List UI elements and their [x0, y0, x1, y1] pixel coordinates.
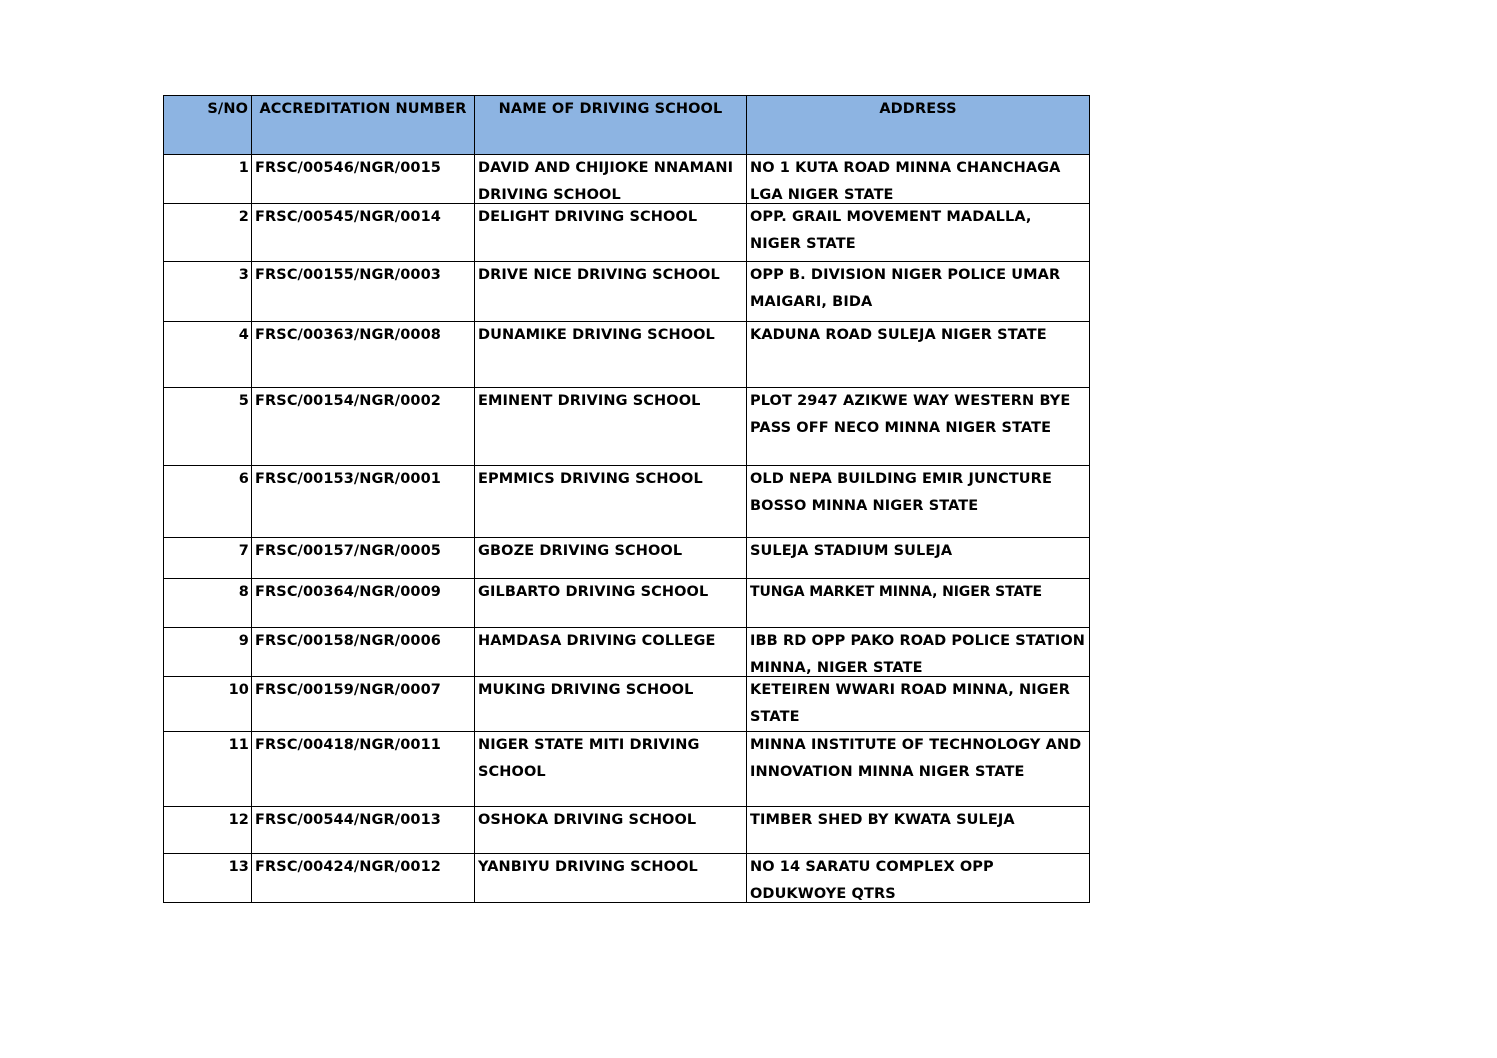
address-text: OPP. GRAIL MOVEMENT MADALLA, NIGER STATE	[750, 209, 1032, 252]
table-row	[164, 628, 1090, 677]
school-name-text: EPMMICS DRIVING SCHOOL	[478, 471, 703, 487]
address-text: TIMBER SHED BY KWATA SULEJA	[750, 812, 1015, 828]
school-name-text: EMINENT DRIVING SCHOOL	[478, 393, 701, 409]
cell-school-name	[475, 628, 747, 677]
table-header	[164, 96, 1090, 155]
address-text: KETEIREN WWARI ROAD MINNA, NIGER STATE	[750, 682, 1071, 725]
header-school-name: NAME OF DRIVING SCHOOL	[475, 96, 747, 155]
address-text: OLD NEPA BUILDING EMIR JUNCTURE BOSSO MINNA NIGER STATE	[750, 471, 1052, 514]
cell-address	[747, 628, 1090, 677]
cell-address	[747, 262, 1090, 322]
cell-accreditation-number: FRSC/00424/NGR/0012	[252, 854, 475, 903]
school-name-text: HAMDASA DRIVING COLLEGE	[478, 633, 716, 649]
school-name-text: DUNAMIKE DRIVING SCHOOL	[478, 327, 715, 343]
cell-address	[747, 204, 1090, 262]
school-name-text: YANBIYU DRIVING SCHOOL	[478, 859, 698, 875]
school-name-text: GILBARTO DRIVING SCHOOL	[478, 584, 709, 600]
cell-school-name	[475, 204, 747, 262]
address-text: SULEJA STADIUM SULEJA	[750, 543, 953, 559]
address-text: OPP B. DIVISION NIGER POLICE UMAR MAIGARI, BIDA	[750, 267, 1061, 310]
cell-address	[747, 854, 1090, 903]
table-row	[164, 732, 1090, 807]
cell-accreditation-number: FRSC/00364/NGR/0009	[252, 579, 475, 628]
driving-schools-table	[163, 95, 1090, 903]
cell-sn: 6	[164, 466, 252, 538]
school-name-text: MUKING DRIVING SCHOOL	[478, 682, 694, 698]
cell-accreditation-number: FRSC/00154/NGR/0002	[252, 388, 475, 466]
cell-sn: 2	[164, 204, 252, 262]
table-row	[164, 262, 1090, 322]
cell-sn: 11	[164, 732, 252, 807]
cell-sn: 5	[164, 388, 252, 466]
cell-sn: 3	[164, 262, 252, 322]
header-address: ADDRESS	[747, 96, 1090, 155]
school-name-text: DAVID AND CHIJIOKE NNAMANI DRIVING SCHOOL	[478, 160, 734, 203]
table-row	[164, 677, 1090, 732]
cell-sn: 7	[164, 538, 252, 579]
cell-accreditation-number: FRSC/00157/NGR/0005	[252, 538, 475, 579]
cell-school-name	[475, 579, 747, 628]
header-accreditation-number	[252, 96, 475, 155]
cell-accreditation-number: FRSC/00418/NGR/0011	[252, 732, 475, 807]
cell-address	[747, 807, 1090, 854]
address-text: TUNGA MARKET MINNA, NIGER STATE	[750, 584, 1043, 600]
cell-address	[747, 322, 1090, 388]
cell-address	[747, 388, 1090, 466]
school-name-text: DRIVE NICE DRIVING SCHOOL	[478, 267, 720, 283]
table-row	[164, 322, 1090, 388]
header-row	[164, 96, 1090, 155]
table-row	[164, 854, 1090, 903]
school-name-text: GBOZE DRIVING SCHOOL	[478, 543, 683, 559]
cell-address	[747, 677, 1090, 732]
cell-accreditation-number: FRSC/00363/NGR/0008	[252, 322, 475, 388]
school-name-text: OSHOKA DRIVING SCHOOL	[478, 812, 697, 828]
address-text: IBB RD OPP PAKO ROAD POLICE STATION MINNA, NIGER STATE	[750, 633, 1086, 676]
cell-address	[747, 579, 1090, 628]
cell-sn: 10	[164, 677, 252, 732]
cell-sn: 13	[164, 854, 252, 903]
address-text: MINNA INSTITUTE OF TECHNOLOGY AND INNOVATION MINNA NIGER STATE	[750, 737, 1082, 780]
cell-accreditation-number: FRSC/00545/NGR/0014	[252, 204, 475, 262]
address-text: KADUNA ROAD SULEJA NIGER STATE	[750, 327, 1047, 343]
cell-address	[747, 732, 1090, 807]
cell-school-name	[475, 807, 747, 854]
cell-accreditation-number: FRSC/00544/NGR/0013	[252, 807, 475, 854]
cell-sn: 12	[164, 807, 252, 854]
cell-school-name	[475, 466, 747, 538]
cell-school-name	[475, 322, 747, 388]
table-row	[164, 388, 1090, 466]
cell-school-name	[475, 262, 747, 322]
cell-address	[747, 538, 1090, 579]
address-text: NO 1 KUTA ROAD MINNA CHANCHAGA LGA NIGER STATE	[750, 160, 1061, 203]
header-sn: S/NO	[164, 96, 252, 155]
table-row	[164, 155, 1090, 204]
cell-accreditation-number: FRSC/00153/NGR/0001	[252, 466, 475, 538]
cell-address	[747, 155, 1090, 204]
cell-sn: 4	[164, 322, 252, 388]
table-row	[164, 807, 1090, 854]
cell-accreditation-number: FRSC/00159/NGR/0007	[252, 677, 475, 732]
cell-accreditation-number: FRSC/00158/NGR/0006	[252, 628, 475, 677]
table-row	[164, 538, 1090, 579]
cell-school-name	[475, 854, 747, 903]
table-row	[164, 466, 1090, 538]
table-row	[164, 579, 1090, 628]
table-row	[164, 204, 1090, 262]
address-text: PLOT 2947 AZIKWE WAY WESTERN BYE PASS OFF NECO MINNA NIGER STATE	[750, 393, 1071, 436]
cell-school-name	[475, 732, 747, 807]
header-accreditation-label: ACCREDITATION NUMBER	[259, 101, 467, 117]
cell-accreditation-number: FRSC/00546/NGR/0015	[252, 155, 475, 204]
school-name-text: DELIGHT DRIVING SCHOOL	[478, 209, 698, 225]
cell-sn: 8	[164, 579, 252, 628]
cell-accreditation-number: FRSC/00155/NGR/0003	[252, 262, 475, 322]
cell-school-name	[475, 538, 747, 579]
cell-sn: 9	[164, 628, 252, 677]
cell-school-name	[475, 155, 747, 204]
address-text: NO 14 SARATU COMPLEX OPP ODUKWOYE QTRS	[750, 859, 994, 902]
school-name-text: NIGER STATE MITI DRIVING SCHOOL	[478, 737, 700, 780]
table-body	[164, 155, 1090, 903]
cell-school-name	[475, 677, 747, 732]
cell-sn: 1	[164, 155, 252, 204]
cell-school-name	[475, 388, 747, 466]
cell-address	[747, 466, 1090, 538]
